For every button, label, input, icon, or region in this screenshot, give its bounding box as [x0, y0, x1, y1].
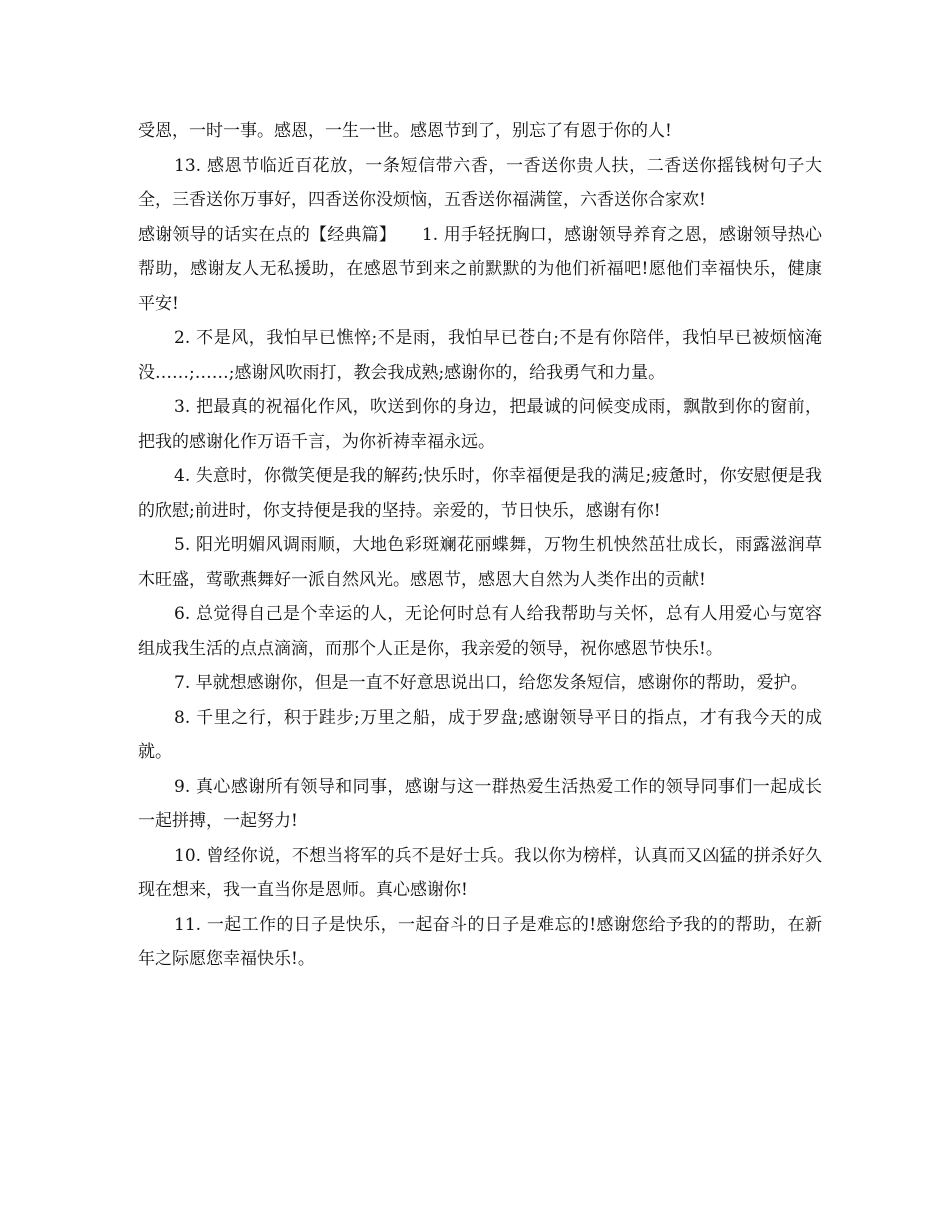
paragraph-item-8: 8. 千里之行，积于跬步;万里之船，成于罗盘;感谢领导平日的指点，才有我今天的成就。: [138, 707, 822, 762]
document-page: [138, 114, 822, 977]
paragraph-classic-heading-item-1: 感谢领导的话实在点的【经典篇】 1. 用手轻抚胸口，感谢领导养育之恩，感谢领导热心帮助，感谢友人无私援助，在感恩节到来之前默默的为他们祈福吧!愿他们幸福快乐，健康平安!: [138, 224, 822, 314]
paragraph-item-6: 6. 总觉得自己是个幸运的人，无论何时总有人给我帮助与关怀，总有人用爱心与宽容组成我生活的点点滴滴，而那个人正是你，我亲爱的领导，祝你感恩节快乐!。: [138, 604, 822, 659]
paragraph-item-3: 3. 把最真的祝福化作风，吹送到你的身边，把最诚的问候变成雨，飘散到你的窗前，把我的感谢化作万语千言，为你祈祷幸福永远。: [138, 397, 822, 452]
paragraph-item-5: 5. 阳光明媚风调雨顺，大地色彩斑斓花丽蝶舞，万物生机怏然茁壮成长，雨露滋润草木旺盛，莺歌燕舞好一派自然风光。感恩节，感恩大自然为人类作出的贡献!: [138, 535, 822, 590]
paragraph-item-13: 13. 感恩节临近百花放，一条短信带六香，一香送你贵人扶，二香送你摇钱树句子大全，三香送你万事好，四香送你没烦恼，五香送你福满筐，六香送你合家欢!: [138, 155, 822, 210]
paragraph-item-10: 10. 曾经你说，不想当将军的兵不是好士兵。我以你为榜样，认真而又凶猛的拼杀好久现在想来，我一直当你是恩师。真心感谢你!: [138, 845, 822, 900]
paragraph-item-4: 4. 失意时，你微笑便是我的解药;快乐时，你幸福便是我的满足;疲惫时，你安慰便是我的欣慰;前进时，你支持便是我的坚持。亲爱的，节日快乐，感谢有你!: [138, 466, 822, 521]
paragraph-item-9: 9. 真心感谢所有领导和同事，感谢与这一群热爱生活热爱工作的领导同事们一起成长一起拼搏，一起努力!: [138, 776, 822, 831]
paragraph-item-2: 2. 不是风，我怕早已憔悴;不是雨，我怕早已苍白;不是有你陪伴，我怕早已被烦恼淹没……;……;感谢风吹雨打，教会我成熟;感谢你的，给我勇气和力量。: [138, 328, 822, 383]
paragraph-intro: 受恩，一时一事。感恩，一生一世。感恩节到了，别忘了有恩于你的人!: [138, 121, 672, 141]
paragraph-item-7: 7. 早就想感谢你，但是一直不好意思说出口，给您发条短信，感谢你的帮助，爱护。: [174, 673, 808, 693]
paragraph-item-11: 11. 一起工作的日子是快乐，一起奋斗的日子是难忘的!感谢您给予我的的帮助，在新年之际愿您幸福快乐!。: [138, 914, 822, 969]
